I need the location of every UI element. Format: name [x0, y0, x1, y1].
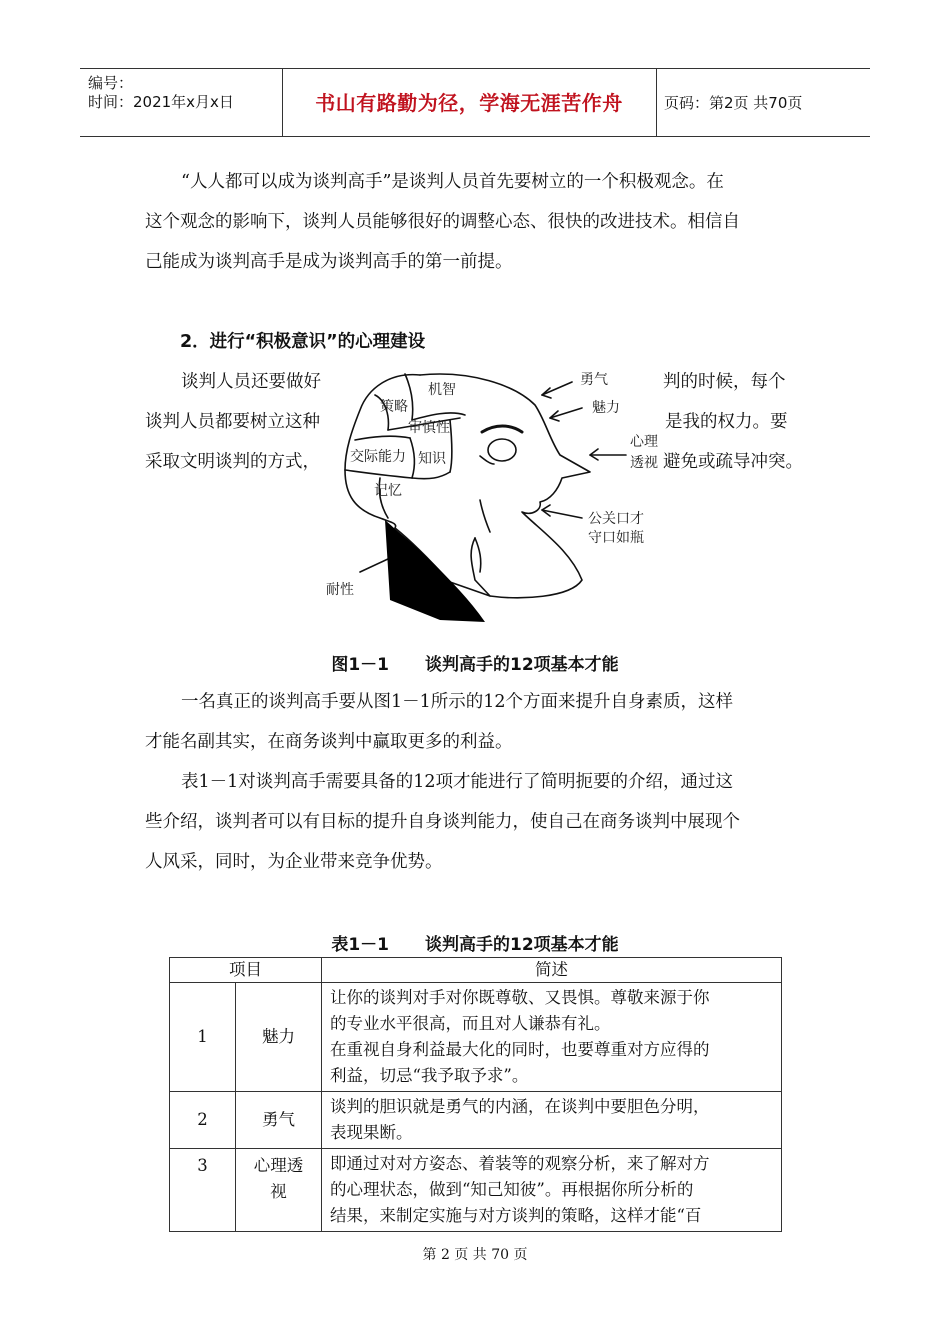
paragraph-line: 是我的权力。要	[665, 412, 788, 432]
table-cell-name	[236, 1149, 322, 1232]
desc-line: 的心理状态，做到“知己知彼”。再根据你所分析的	[330, 1180, 694, 1199]
name-line: 心理透	[253, 1156, 304, 1175]
table-cell-desc	[322, 983, 782, 1092]
label-shenshenxing: 审慎性	[408, 420, 450, 436]
header-page-code: 页码：第2页 共70页	[664, 94, 803, 112]
paragraph-4	[145, 762, 805, 882]
table-cell-name: 魅力	[236, 983, 322, 1092]
paragraph-line: 这个观念的影响下，谈判人员能够很好的调整心态、很快的改进技术。相信自	[145, 212, 740, 232]
section-title: 2．进行“积极意识”的心理建设	[180, 332, 426, 352]
table-caption-text: 谈判高手的12项基本才能	[425, 935, 619, 955]
paragraph-line: 表1－1对谈判高手需要具备的12项才能进行了简明扼要的介绍，通过这	[181, 772, 734, 792]
desc-line: 表现果断。	[330, 1123, 413, 1142]
table-row	[170, 1092, 782, 1149]
desc-line: 即通过对对方姿态、着装等的观察分析，来了解对方	[330, 1154, 710, 1173]
label-zhishi: 知识	[418, 451, 446, 467]
table-cell-name: 勇气	[236, 1092, 322, 1149]
desc-line: 利益，切忌“我予取予求”。	[330, 1066, 529, 1085]
label-gongguan: 公关口才	[588, 511, 644, 527]
paragraph-line: 才能名副其实，在商务谈判中赢取更多的利益。	[145, 732, 513, 752]
label-celue: 策略	[380, 399, 408, 415]
label-yongqi: 勇气	[580, 372, 608, 388]
label-xinli: 心理	[630, 434, 658, 450]
desc-line: 让你的谈判对手对你既尊敬、又畏惧。尊敬来源于你	[330, 988, 710, 1007]
table-cell-desc	[322, 1149, 782, 1232]
paragraph-line: 些介绍，谈判者可以有目标的提升自身谈判能力，使自己在商务谈判中展现个	[145, 812, 740, 832]
table-row	[170, 1149, 782, 1232]
figure-caption-number: 图1－1	[331, 655, 389, 675]
negotiation-talents-head-figure	[300, 360, 660, 630]
desc-line: 结果，来制定实施与对方谈判的策略，这样才能“百	[330, 1206, 702, 1225]
figure-caption-text: 谈判高手的12项基本才能	[425, 655, 619, 675]
table-caption-number: 表1－1	[331, 935, 389, 955]
header-bottom-rule	[80, 136, 870, 137]
paragraph-line: 人风采，同时，为企业带来竞争优势。	[145, 852, 443, 872]
label-jiyi: 记忆	[374, 483, 402, 499]
table-cell-no: 1	[170, 983, 236, 1092]
table-row	[170, 983, 782, 1092]
paragraph-line: 一名真正的谈判高手要从图1－1所示的12个方面来提升自身素质，这样	[181, 692, 734, 712]
header-motto: 书山有路勤为径，学海无涯苦作舟	[315, 91, 623, 115]
desc-line: 的专业水平很高，而且对人谦恭有礼。	[330, 1014, 611, 1033]
label-shoukou: 守口如瓶	[588, 530, 644, 546]
talents-table	[169, 957, 782, 1232]
paragraph-line: 采取文明谈判的方式，	[145, 452, 320, 472]
paragraph-line: 己能成为谈判高手是成为谈判高手的第一前提。	[145, 252, 513, 272]
table-cell-no: 3	[170, 1149, 236, 1232]
desc-line: 在重视自身利益最大化的同时，也要尊重对方应得的	[330, 1040, 710, 1059]
table-header-item: 项目	[170, 958, 322, 983]
paragraph-line: “人人都可以成为谈判高手”是谈判人员首先要树立的一个积极观念。在	[181, 172, 724, 192]
paragraph-2-right	[663, 362, 823, 482]
table-cell-desc	[322, 1092, 782, 1149]
label-naixing: 耐性	[326, 582, 354, 598]
document-date: 时间：2021年x月x日	[88, 93, 234, 111]
document-number-label: 编号：	[88, 74, 134, 92]
table-header-row	[170, 958, 782, 983]
page-footer: 第 2 页 共 70 页	[422, 1247, 528, 1263]
paragraph-line: 谈判人员都要树立这种	[145, 412, 320, 432]
table-caption	[0, 930, 950, 955]
label-jizhi: 机智	[428, 382, 456, 398]
label-toushi: 透视	[630, 455, 658, 471]
paragraph-1	[145, 162, 805, 282]
figure-caption	[0, 650, 950, 675]
paragraph-line: 判的时候，每个	[663, 372, 786, 392]
desc-line: 谈判的胆识就是勇气的内涵，在谈判中要胆色分明，	[330, 1097, 710, 1116]
label-jiaoji: 交际能力	[350, 449, 406, 465]
paragraph-3	[145, 682, 805, 762]
table-header-desc: 简述	[322, 958, 782, 983]
table-cell-no: 2	[170, 1092, 236, 1149]
paragraph-line: 避免或疏导冲突。	[663, 452, 803, 472]
name-line: 视	[270, 1182, 287, 1201]
label-meili: 魅力	[592, 400, 620, 416]
paragraph-line: 谈判人员还要做好	[181, 372, 321, 392]
header-divider-right	[656, 68, 657, 136]
